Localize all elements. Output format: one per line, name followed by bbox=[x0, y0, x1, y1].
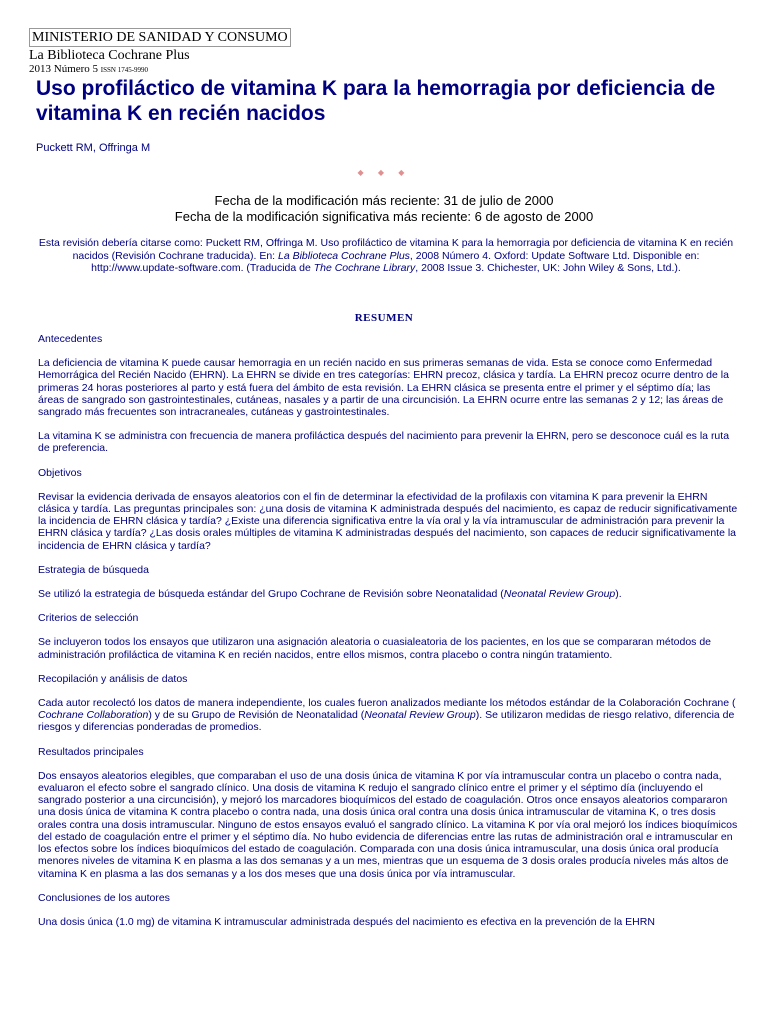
issn: ISSN 1745-9990 bbox=[100, 66, 149, 74]
resumen-heading: RESUMEN bbox=[354, 312, 414, 324]
paragraph-objetivos: Revisar la evidencia derivada de ensayos aleatorios con el fin de determinar la efectividad de la profilaxis con vitamina K para prevenir la EHRN clásica y tardía. Las preguntas principales son: ¿una dosis de vitamina K administrada después del nacimiento, es capaz de reducir significativamente la incidencia de EHRN clásica y tardía? ¿Existe una diferencia significativa entre la vía oral y la vía intramuscular de administración para prevenir la EHRN clásica y tardía? ¿Las dosis orales múltiples de vitamina K administradas después del nacimiento, son capaces de reducir significativamente la incidencia de EHRN clásica y tardía? bbox=[38, 490, 738, 552]
estrategia-italic: Neonatal Review Group bbox=[503, 588, 616, 601]
masthead bbox=[29, 28, 291, 76]
issue-line bbox=[29, 63, 291, 76]
recopilacion-text-1: Cada autor recolectó los datos de manera independiente, los cuales fueron analizados mediante los métodos estándar de la Colaboración Cochrane ( bbox=[38, 697, 736, 710]
citation-italic-1: La Biblioteca Cochrane Plus bbox=[278, 249, 410, 262]
section-heading-antecedentes: Antecedentes bbox=[38, 333, 103, 345]
date-modified: Fecha de la modificación más reciente: 31 de julio de 2000 bbox=[214, 193, 554, 208]
citation-italic-2: The Cochrane Library bbox=[313, 262, 416, 274]
citation-text-2: , 2008 Número 4. Oxford: Update Software Ltd. Disponible en: http://www.update-software.com. (Traducida de bbox=[91, 249, 700, 274]
article-authors: Puckett RM, Offringa M bbox=[36, 142, 151, 154]
citation-text-3: , 2008 Issue 3. Chichester, UK: John Wiley & Sons, Ltd.). bbox=[415, 262, 681, 274]
recopilacion-text-2: ) y de su Grupo de Revisión de Neonatalidad ( bbox=[148, 709, 365, 722]
section-heading-resultados: Resultados principales bbox=[38, 745, 144, 758]
modification-dates bbox=[0, 193, 768, 225]
separator-diamonds: ◆ ◆ ◆ bbox=[357, 168, 411, 177]
paragraph-antecedentes-2: La vitamina K se administra con frecuencia de manera profiláctica después del nacimiento para prevenir la EHRN, pero se desconoce cuál es la ruta de preferencia. bbox=[38, 430, 730, 455]
paragraph-recopilacion bbox=[38, 697, 738, 734]
paragraph-antecedentes-1: La deficiencia de vitamina K puede causar hemorragia en un recién nacido en sus primeras semanas de vida. Esta se conoce como Enfermedad Hemorrágica del Recién Nacido (EHRN). La EHRN se divide en tres categorías: EHRN precoz, clásica y tardía. La EHRN precoz ocurre dentro de la primeras 24 horas posteriores al parto y está fuera del ámbito de esta revisión. La EHRN clásica se presenta entre el primer y el séptimo día; las áreas de sangrado son gastrointestinales, cutáneas, nasales y a partir de una circuncisión. La EHRN ocurre entre las semanas 2 y 12; las áreas de sangrado más frecuentes son intracraneales, cutáneas y gastrointestinales. bbox=[38, 357, 729, 419]
section-heading-recopilacion: Recopilación y análisis de datos bbox=[38, 672, 188, 685]
article-title: Uso profiláctico de vitamina K para la hemorragia por deficiencia de vitamina K en recién nacidos bbox=[36, 77, 716, 125]
recopilacion-italic-2: Neonatal Review Group bbox=[364, 709, 476, 722]
estrategia-text-2: ). bbox=[615, 588, 622, 601]
issue-number: 2013 Número 5 bbox=[29, 63, 99, 75]
section-heading-objetivos: Objetivos bbox=[38, 466, 82, 479]
recopilacion-text-3: ). Se utilizaron medidas de riesgo relativo, diferencia de riesgos y diferencias ponderadas de promedios. bbox=[38, 709, 735, 734]
paragraph-criterios: Se incluyeron todos los ensayos que utilizaron una asignación aleatoria o cuasialeatoria de los pacientes, en los que se compararan métodos de administración profiláctica de vitamina K en recién nacidos, entre ellos mismos, contra placebo o contra ningún tratamiento. bbox=[38, 636, 712, 661]
recopilacion-italic-1: Cochrane Collaboration bbox=[38, 709, 149, 722]
section-heading-estrategia: Estrategia de búsqueda bbox=[38, 563, 149, 576]
paragraph-estrategia bbox=[38, 588, 738, 600]
citation bbox=[36, 237, 736, 275]
date-significant: Fecha de la modificación significativa más reciente: 6 de agosto de 2000 bbox=[174, 209, 594, 224]
library-name: La Biblioteca Cochrane Plus bbox=[29, 48, 190, 63]
estrategia-text-1: Se utilizó la estrategia de búsqueda estándar del Grupo Cochrane de Revisión sobre Neonatalidad ( bbox=[38, 588, 504, 601]
section-heading-criterios: Criterios de selección bbox=[38, 612, 139, 625]
paragraph-resultados: Dos ensayos aleatorios elegibles, que comparaban el uso de una dosis única de vitamina K por vía intramuscular contra un placebo o contra nada, evaluaron el efecto sobre el sangrado clínico. Una dosis de vitamina K redujo el sangrado clínico entre el primer y el séptimo día (incluyendo el sangrado posterior a una circuncisión), y mejoró los marcadores bioquímicos del estado de coagulación. Otros once ensayos aleatorios compararon una dosis única de vitamina K contra placebo o contra nada, una dosis única oral contra una dosis única intramuscular de vitamina K, o tres dosis orales contra una dosis intramuscular. Ninguno de estos ensayos evaluó el sangrado clínico. La vitamina K por vía oral mejoró los índices bioquímicos del estado de coagulación entre el primer y el séptimo día. No hubo evidencia de diferencias entre las rutas de administración oral e intramuscular en los efectos sobre los índices bioquímicos del estado de coagulación. Comparada con una dosis única intramuscular, una dosis única oral producía menores niveles de vitamina K en plasma a las dos semanas y a un mes, mientras que un esquema de 3 dosis orales producía niveles más altos de vitamina K en plasma a las dos semanas y a los dos meses que una dosis única por vía intramuscular. bbox=[38, 769, 738, 880]
ministry-name: MINISTERIO DE SANIDAD Y CONSUMO bbox=[29, 28, 291, 47]
paragraph-conclusiones: Una dosis única (1.0 mg) de vitamina K intramuscular administrada después del nacimiento es efectiva en la prevención de la EHRN bbox=[38, 915, 655, 928]
citation-text-1: Esta revisión debería citarse como: Puckett RM, Offringa M. Uso profiláctico de vitamina K para la hemorragia por deficiencia de vitamina K en recién nacidos (Revisión Cochrane traducida). En: bbox=[38, 237, 734, 262]
section-heading-conclusiones: Conclusiones de los autores bbox=[38, 891, 170, 904]
abstract-body bbox=[38, 333, 738, 940]
